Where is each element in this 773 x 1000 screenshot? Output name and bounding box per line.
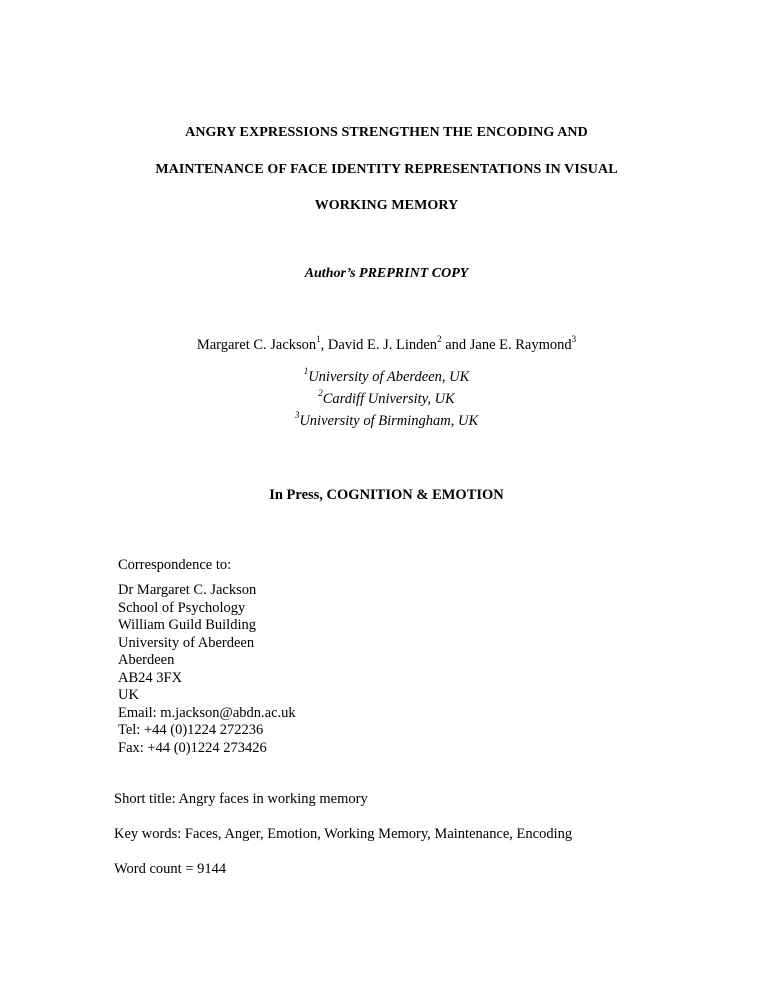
title-line-3: WORKING MEMORY	[314, 198, 459, 213]
address-line: University of Aberdeen	[118, 634, 255, 651]
affiliation-mark: 1	[303, 366, 309, 376]
address-line: UK	[118, 687, 139, 703]
affiliation-mark: 3	[294, 409, 300, 420]
in-press-label: In Press, COGNITION & EMOTION	[269, 487, 504, 503]
author-affiliation-mark: 2	[437, 334, 442, 344]
author-name: David E. J. Linden	[327, 336, 438, 353]
author-name: Margaret C. Jackson	[196, 336, 317, 353]
address-line: Aberdeen	[118, 652, 175, 668]
key-words: Key words: Faces, Anger, Emotion, Working Memory, Maintenance, Encoding	[114, 826, 573, 842]
address-line: Dr Margaret C. Jackson	[118, 582, 257, 598]
affiliation-name: University of Aberdeen, UK	[308, 368, 470, 385]
author-list	[0, 335, 773, 354]
affiliation-name: Cardiff University, UK	[322, 390, 455, 407]
author-separator: and	[441, 336, 470, 353]
address-line: William Guild Building	[118, 617, 256, 633]
affiliation-name: University of Birmingham, UK	[299, 412, 479, 429]
author-affiliation-mark: 3	[571, 334, 577, 344]
address-line: School of Psychology	[118, 599, 246, 616]
affiliation-list	[0, 364, 773, 429]
title-line-1: ANGRY EXPRESSIONS STRENGTHEN THE ENCODING AND	[185, 125, 588, 140]
author-name: Jane E. Raymond	[469, 336, 572, 353]
affiliation-item	[0, 386, 773, 408]
author-separator: ,	[320, 336, 328, 353]
short-title: Short title: Angry faces in working memory	[114, 791, 368, 807]
word-count: Word count = 9144	[114, 861, 227, 877]
author-affiliation-mark: 1	[316, 334, 321, 344]
address-line: AB24 3FX	[118, 669, 183, 686]
preprint-label: Author’s PREPRINT COPY	[304, 266, 469, 281]
correspondence-heading: Correspondence to:	[118, 557, 232, 573]
correspondence-address	[118, 582, 296, 757]
affiliation-mark: 2	[318, 387, 323, 398]
affiliation-item	[0, 364, 773, 386]
title-line-2: MAINTENANCE OF FACE IDENTITY REPRESENTATIONS IN VISUAL	[155, 162, 618, 177]
affiliation-item	[0, 408, 773, 430]
email-line: Email: m.jackson@abdn.ac.uk	[118, 704, 296, 721]
fax-line: Fax: +44 (0)1224 273426	[118, 739, 267, 756]
phone-line: Tel: +44 (0)1224 272236	[118, 722, 264, 738]
